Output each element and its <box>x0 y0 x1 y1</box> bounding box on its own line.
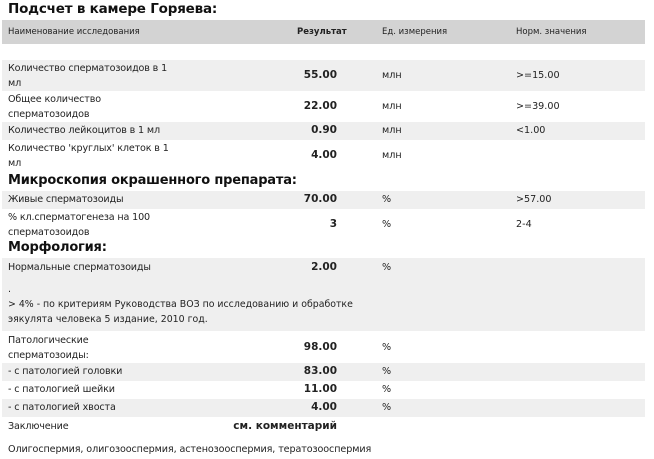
conclusion-value: см. комментарий <box>233 420 337 432</box>
table-row <box>2 91 645 122</box>
row-norm: >=39.00 <box>516 101 560 112</box>
table-row <box>2 60 645 91</box>
row-norm: <1.00 <box>516 125 546 136</box>
row-name: - с патологией хвоста <box>8 402 116 413</box>
header-norm: Норм. значения <box>516 27 587 37</box>
row-result: 11.00 <box>303 383 337 395</box>
row-name: % кл.сперматогенеза на 100 сперматозоидов <box>8 212 151 238</box>
conclusion-label: Заключение <box>8 421 69 432</box>
row-name: Количество лейкоцитов в 1 мл <box>8 125 160 136</box>
section-title-morphology: Морфология: <box>8 240 107 255</box>
row-name: Нормальные сперматозоиды <box>8 262 151 273</box>
table-row <box>2 122 645 140</box>
row-norm: 2-4 <box>516 219 532 230</box>
conclusion-comment: Олигоспермия, олигозооспермия, астенозооспермия, тератозооспермия <box>8 444 372 455</box>
table-header <box>2 20 645 44</box>
row-unit: % <box>382 194 392 205</box>
row-unit: % <box>382 262 392 273</box>
row-unit: % <box>382 342 392 353</box>
row-note: . > 4% - по критериям Руководства ВОЗ по исследованию и обработке эякулята человека 5 издание, 2010 год. <box>8 284 353 325</box>
table-row <box>2 363 645 381</box>
row-name: Количество сперматозоидов в 1 мл <box>8 63 168 89</box>
row-result: 55.00 <box>303 69 337 81</box>
section-title-microscopy: Микроскопия окрашенного препарата: <box>8 173 297 188</box>
table-row <box>2 381 645 399</box>
row-unit: млн <box>382 150 402 161</box>
table-row <box>2 140 645 171</box>
header-name: Наименование исследования <box>8 27 140 37</box>
table-row <box>2 191 645 209</box>
row-name: - с патологией головки <box>8 366 123 377</box>
row-result: 22.00 <box>303 100 337 112</box>
row-unit: % <box>382 384 392 395</box>
row-norm: >57.00 <box>516 194 552 205</box>
row-result: 4.00 <box>311 401 337 413</box>
row-unit: млн <box>382 70 402 81</box>
row-result: 70.00 <box>303 193 337 205</box>
row-unit: % <box>382 366 392 377</box>
table-row <box>2 399 645 417</box>
table-row <box>2 209 645 240</box>
row-result: 98.00 <box>303 341 337 353</box>
row-result: 0.90 <box>311 124 337 136</box>
header-result: Результат <box>297 27 347 37</box>
header-unit: Ед. измерения <box>382 27 448 37</box>
row-unit: % <box>382 219 392 230</box>
conclusion-row <box>2 418 645 436</box>
table-row <box>2 332 645 363</box>
row-unit: млн <box>382 125 402 136</box>
row-norm: >=15.00 <box>516 70 560 81</box>
row-result: 2.00 <box>311 261 337 273</box>
row-name: Патологические сперматозоиды: <box>8 335 89 361</box>
table-row <box>2 258 645 331</box>
row-unit: % <box>382 402 392 413</box>
row-name: Живые сперматозоиды <box>8 194 124 205</box>
row-unit: млн <box>382 101 402 112</box>
row-result: 83.00 <box>303 365 337 377</box>
row-name: Количество 'круглых' клеток в 1 мл <box>8 143 169 169</box>
row-name: - с патологией шейки <box>8 384 115 395</box>
row-result: 3 <box>329 218 337 230</box>
row-name: Общее количество сперматозоидов <box>8 94 101 120</box>
row-result: 4.00 <box>311 149 337 161</box>
page-title: Подсчет в камере Горяева: <box>8 1 218 17</box>
